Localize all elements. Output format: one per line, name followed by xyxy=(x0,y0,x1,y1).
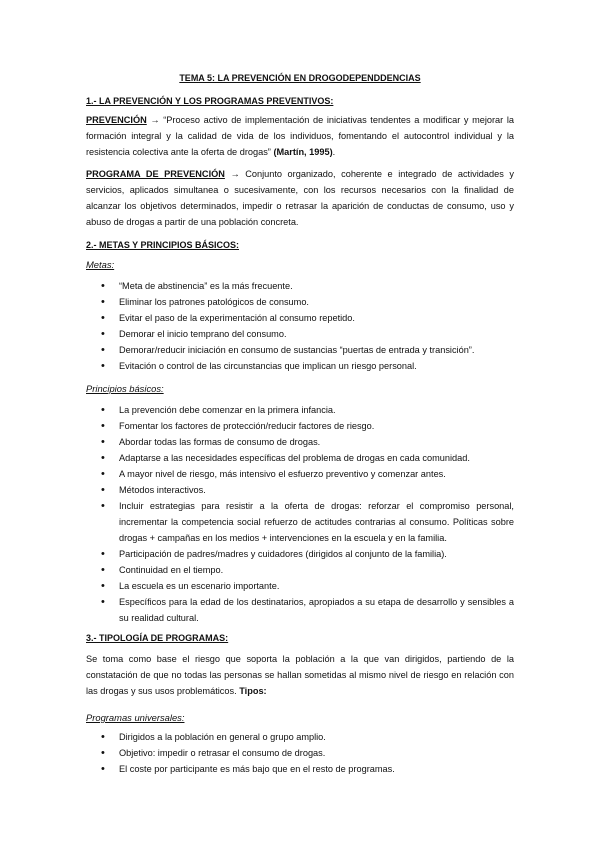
list-item: • Métodos interactivos. xyxy=(86,482,514,498)
programa-label: PROGRAMA DE PREVENCIÓN xyxy=(86,169,225,179)
list-item: • Continuidad en el tiempo. xyxy=(86,562,514,578)
prevencion-definition: PREVENCIÓN → “Proceso activo de implementación de iniciativas tendentes a modificar y mejorar la formación integral y la calidad de vida de los individuos, fomentando el autocontrol individual y la resistencia colectiva ante la oferta de drogas” (Martín, 1995). xyxy=(86,115,514,157)
citation: (Martín, 1995) xyxy=(273,147,333,157)
prevencion-label: PREVENCIÓN xyxy=(86,115,147,125)
tipos-label: Tipos: xyxy=(239,686,267,696)
list-item: • “Meta de abstinencia” es la más frecuente. xyxy=(86,278,514,294)
metas-list xyxy=(86,278,514,374)
arrow-icon: → xyxy=(150,115,160,125)
list-item: • La prevención debe comenzar en la primera infancia. xyxy=(86,402,514,418)
section-1-heading: 1.- LA PREVENCIÓN Y LOS PROGRAMAS PREVENTIVOS: xyxy=(86,96,334,106)
list-item: • Incluir estrategias para resistir a la oferta de drogas: reforzar el compromiso personal, incrementar la competencia social refuerzo de actitudes contrarias al consumo. Políticas sobre drogas + campañas en los medios + intervenciones en la escuela y en la familia. xyxy=(86,498,514,546)
list-item: • Abordar todas las formas de consumo de drogas. xyxy=(86,434,514,450)
list-item: • Adaptarse a las necesidades específicas del problema de drogas en cada comunidad. xyxy=(86,450,514,466)
list-item: • Eliminar los patrones patológicos de consumo. xyxy=(86,294,514,310)
list-item: • El coste por participante es más bajo que en el resto de programas. xyxy=(86,761,514,777)
list-item: • Fomentar los factores de protección/reducir factores de riesgo. xyxy=(86,418,514,434)
tipologia-intro: Se toma como base el riesgo que soporta la población a la que van dirigidos, partiendo de la constatación de que no todas las personas se hallan sometidas al mismo nivel de riesgo en relación con las drogas y sus usos problemáticos. Tipos: xyxy=(86,654,514,696)
list-item: • A mayor nivel de riesgo, más intensivo el esfuerzo preventivo y comenzar antes. xyxy=(86,466,514,482)
page-title: TEMA 5: LA PREVENCIÓN EN DROGODEPENDDENCIAS xyxy=(179,73,421,83)
principios-label: Principios básicos: xyxy=(86,383,164,394)
universales-list xyxy=(86,729,514,777)
list-item: • Evitar el paso de la experimentación al consumo repetido. xyxy=(86,310,514,326)
list-item: • Dirigidos a la población en general o grupo amplio. xyxy=(86,729,514,745)
list-item: • La escuela es un escenario importante. xyxy=(86,578,514,594)
metas-label: Metas: xyxy=(86,259,115,270)
section-2-heading: 2.- METAS Y PRINCIPIOS BÁSICOS: xyxy=(86,240,240,250)
arrow-icon: → xyxy=(230,169,240,179)
prevencion-text: “Proceso activo de implementación de iniciativas tendentes a modificar y mejorar la formación integral y la calidad de vida de los individuos, fomentando el autocontrol individual y la resistencia colectiva ante la oferta de drogas” xyxy=(86,115,514,157)
programa-definition xyxy=(86,166,514,230)
list-item: • Participación de padres/madres y cuidadores (dirigidos al conjunto de la familia). xyxy=(86,546,514,562)
programa-text: Conjunto organizado, coherente e integrado de actividades y servicios, aplicados simultanea o sucesivamente, con los recursos necesarios con la finalidad de alcanzar los objetivos determinados, impedir o retrasar la aparición de conductas de consumo, uso y abuso de drogas a partir de una población concreta. xyxy=(86,169,514,227)
section-3-heading: 3.- TIPOLOGÍA DE PROGRAMAS: xyxy=(86,633,229,643)
list-item: • Específicos para la edad de los destinatarios, apropiados a su etapa de desarrollo y sensibles a su realidad cultural. xyxy=(86,594,514,626)
principios-list xyxy=(86,402,514,626)
list-item: • Evitación o control de las circunstancias que implican un riesgo personal. xyxy=(86,358,514,374)
list-item: • Demorar/reducir iniciación en consumo de sustancias “puertas de entrada y transición”. xyxy=(86,342,514,358)
list-item: • Objetivo: impedir o retrasar el consumo de drogas. xyxy=(86,745,514,761)
universales-label: Programas universales: xyxy=(86,712,185,723)
list-item: • Demorar el inicio temprano del consumo. xyxy=(86,326,514,342)
